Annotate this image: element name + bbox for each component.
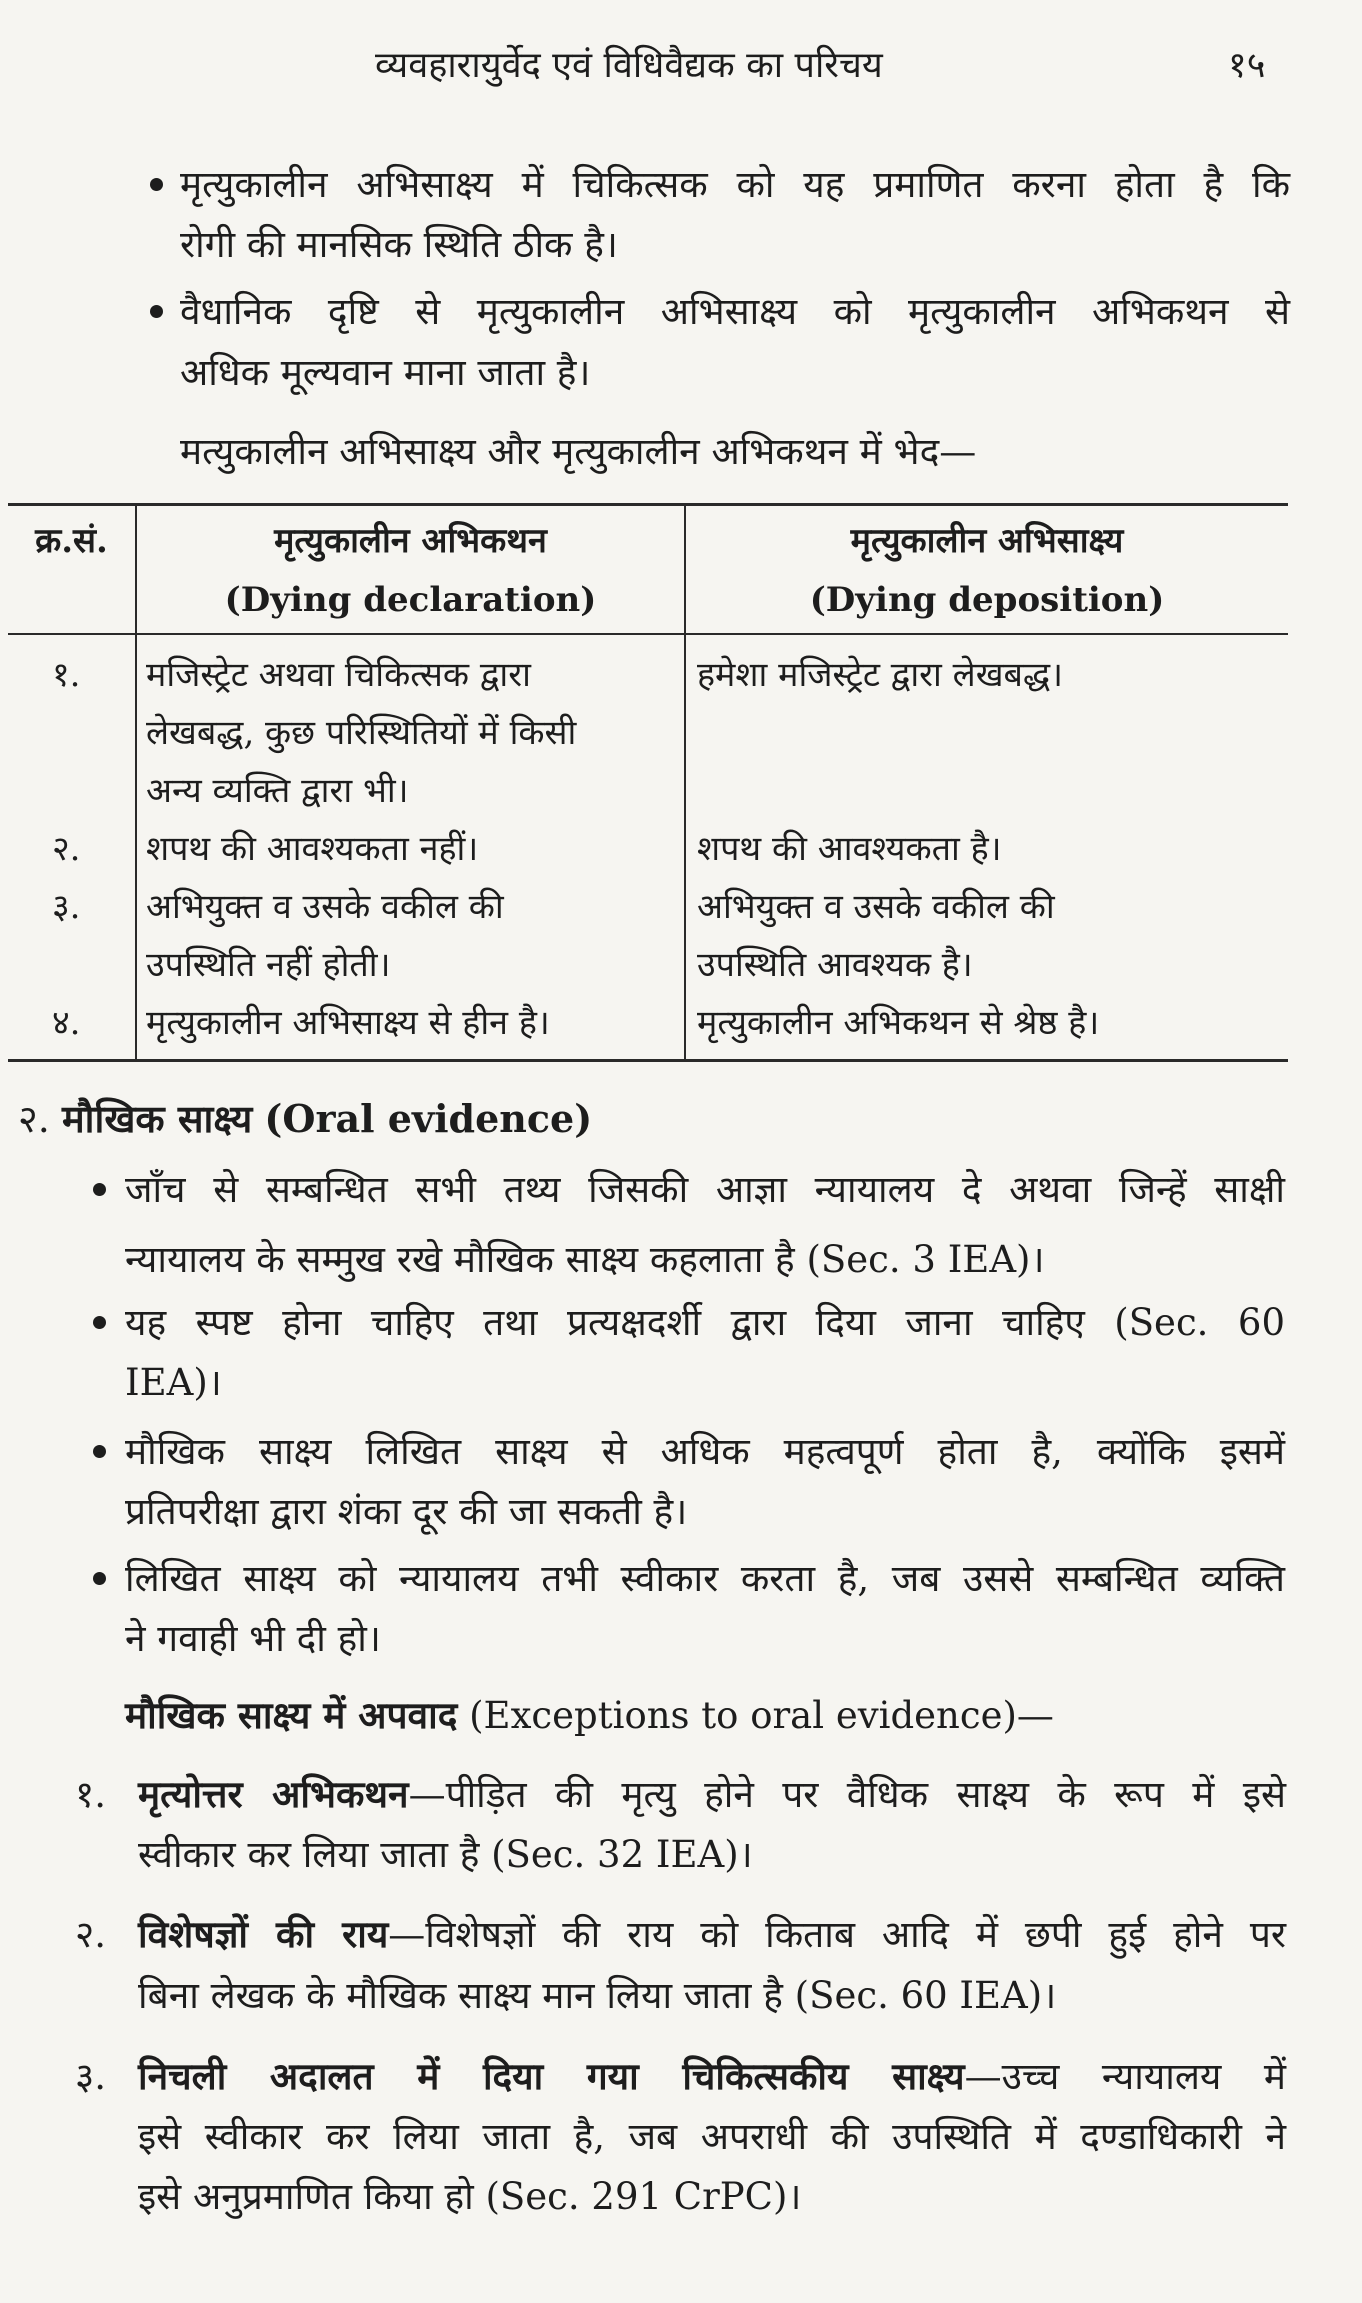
row-3-col1-line-2: उपस्थिति नहीं होती। [146, 945, 391, 985]
exception-1-line-1 [138, 1772, 1286, 1816]
exception-1-number: १. [75, 1773, 107, 1816]
table-bottom-rule [8, 1059, 1288, 1062]
row-4-col2-line-1: मृत्युकालीन अभिकथन से श्रेष्ठ है। [697, 1003, 1100, 1043]
row-1-col2-line-1: हमेशा मजिस्ट्रेट द्वारा लेखबद्ध। [697, 655, 1063, 695]
table-caption: मत्युकालीन अभिसाक्ष्य और मृत्युकालीन अभिकथन में भेद— [180, 430, 977, 473]
exception-1-term: मृत्योत्तर अभिकथन [138, 1772, 409, 1816]
exception-2-line-1 [138, 1912, 1286, 1956]
row-3-col1-line-1: अभियुक्त व उसके वकील की [146, 887, 504, 927]
intro-bullet-1-line-2: रोगी की मानसिक स्थिति ठीक है। [180, 223, 618, 266]
exception-2-term: विशेषज्ञों की राय [138, 1912, 389, 1956]
oral-bullet-4-line-1: लिखित साक्ष्य को न्यायालय तभी स्वीकार करता है, जब उससे सम्बन्धित व्यक्ति [125, 1557, 1285, 1600]
oral-bullet-3-line-2: प्रतिपरीक्षा द्वारा शंका दूर की जा सकती है। [125, 1490, 688, 1533]
oral-bullet-4-line-2: ने गवाही भी दी हो। [125, 1617, 381, 1660]
header-col1-english: (Dying declaration) [224, 580, 597, 620]
header-sno: क्र.सं. [35, 521, 108, 561]
row-4-col1-line-1: मृत्युकालीन अभिसाक्ष्य से हीन है। [146, 1003, 550, 1043]
intro-bullet-2-line-1: वैधानिक दृष्टि से मृत्युकालीन अभिसाक्ष्य को मृत्युकालीन अभिकथन से [180, 290, 1290, 333]
exception-2-text: —विशेषज्ञों की राय को किताब आदि में छपी हुई होने पर [388, 1913, 1286, 1956]
oral-bullet-1-line-1: जाँच से सम्बन्धित सभी तथ्य जिसकी आज्ञा न्यायालय दे अथवा जिन्हें साक्षी [125, 1168, 1285, 1211]
exception-3-line-2: इसे स्वीकार कर लिया जाता है, जब अपराधी की उपस्थिति में दण्डाधिकारी ने [138, 2115, 1286, 2158]
row-4-sno: ४. [52, 1003, 81, 1043]
bullet-icon [93, 1572, 106, 1585]
bullet-icon [150, 305, 163, 318]
exception-3-text: —उच्च न्यायालय में [964, 2055, 1287, 2098]
bullet-icon [93, 1316, 106, 1329]
header-col1-hindi: मृत्युकालीन अभिकथन [274, 521, 547, 561]
bullet-icon [93, 1445, 106, 1458]
row-1-sno: १. [52, 655, 81, 695]
exception-3-number: ३. [75, 2055, 107, 2098]
row-1-col1-line-2: लेखबद्ध, कुछ परिस्थितियों में किसी [146, 713, 577, 753]
section-2-number: २. [18, 1097, 50, 1141]
row-2-col1-line-1: शपथ की आवश्यकता नहीं। [146, 829, 479, 869]
table-top-rule [8, 503, 1288, 506]
oral-bullet-2-line-2: IEA)। [125, 1361, 222, 1404]
row-3-sno: ३. [52, 887, 81, 927]
exceptions-heading-english: (Exceptions to oral evidence)— [469, 1694, 1054, 1737]
exception-3-line-3: इसे अनुप्रमाणित किया हो (Sec. 291 CrPC)। [138, 2175, 802, 2218]
row-2-sno: २. [52, 829, 81, 869]
section-2-heading [18, 1096, 593, 1141]
row-2-col2-line-1: शपथ की आवश्यकता है। [697, 829, 1002, 869]
row-3-col2-line-2: उपस्थिति आवश्यक है। [697, 945, 973, 985]
running-header [0, 40, 1362, 100]
exception-1-text: —पीड़ित की मृत्यु होने पर वैधिक साक्ष्य के रूप में इसे [408, 1773, 1286, 1816]
oral-bullet-2-line-1: यह स्पष्ट होना चाहिए तथा प्रत्यक्षदर्शी द्वारा दिया जाना चाहिए (Sec. 60 [125, 1301, 1285, 1344]
row-1-col1-line-1: मजिस्ट्रेट अथवा चिकित्सक द्वारा [146, 655, 531, 695]
row-3-col2-line-1: अभियुक्त व उसके वकील की [697, 887, 1055, 927]
intro-bullet-2-line-2: अधिक मूल्यवान माना जाता है। [180, 351, 591, 394]
header-col2-english: (Dying deposition) [809, 580, 1165, 620]
table-header-rule [8, 633, 1288, 635]
oral-bullet-3-line-1: मौखिक साक्ष्य लिखित साक्ष्य से अधिक महत्वपूर्ण होता है, क्योंकि इसमें [125, 1430, 1285, 1473]
bullet-icon [93, 1183, 106, 1196]
page-number: १५ [1228, 45, 1266, 86]
intro-bullet-1-line-1: मृत्युकालीन अभिसाक्ष्य में चिकित्सक को यह प्रमाणित करना होता है कि [180, 163, 1290, 206]
exceptions-heading [125, 1693, 1054, 1737]
oral-bullet-1-line-2: न्यायालय के सम्मुख रखे मौखिक साक्ष्य कहलाता है (Sec. 3 IEA)। [125, 1238, 1045, 1281]
running-title: व्यवहारायुर्वेद एवं विधिवैद्यक का परिचय [375, 45, 883, 86]
section-2-title-english: (Oral evidence) [264, 1096, 593, 1141]
exception-3-term: निचली अदालत में दिया गया चिकित्सकीय साक्ष्य [138, 2054, 965, 2098]
bullet-icon [150, 178, 163, 191]
header-col2-hindi: मृत्युकालीन अभिसाक्ष्य [850, 521, 1124, 561]
section-2-title-hindi: मौखिक साक्ष्य [61, 1096, 253, 1141]
exception-1-line-2: स्वीकार कर लिया जाता है (Sec. 32 IEA)। [138, 1833, 753, 1876]
exception-2-number: २. [75, 1913, 107, 1956]
row-1-col1-line-3: अन्य व्यक्ति द्वारा भी। [146, 771, 409, 811]
exceptions-heading-hindi: मौखिक साक्ष्य में अपवाद [125, 1693, 458, 1737]
exception-3-line-1 [138, 2054, 1287, 2098]
exception-2-line-2: बिना लेखक के मौखिक साक्ष्य मान लिया जाता है (Sec. 60 IEA)। [138, 1974, 1057, 2017]
